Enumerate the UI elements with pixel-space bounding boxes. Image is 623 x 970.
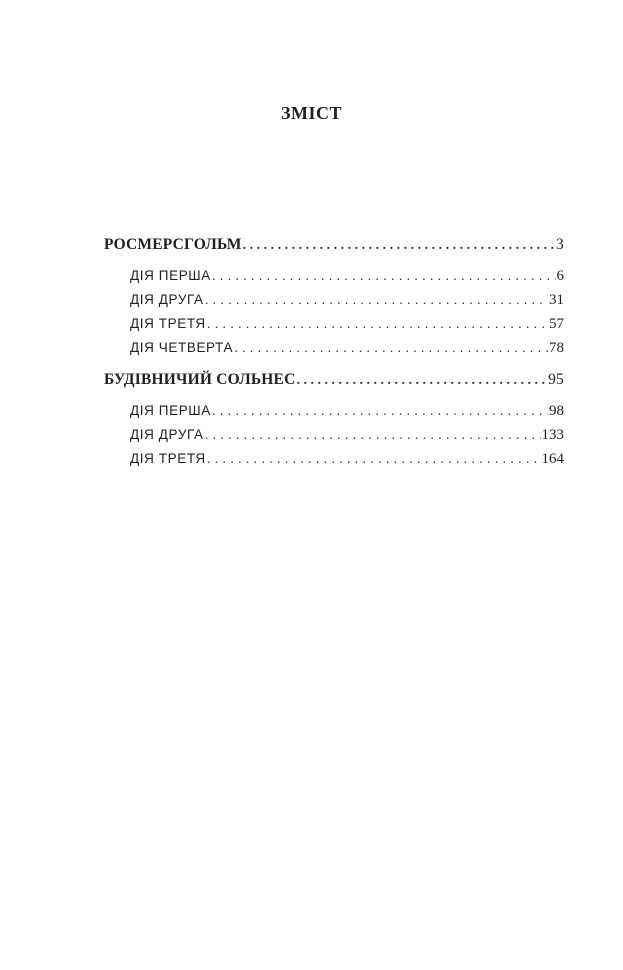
page-number: 6 bbox=[556, 268, 564, 284]
act-title: ДІЯ ТРЕТЯ bbox=[130, 451, 206, 466]
dot-leader bbox=[212, 263, 556, 287]
toc-entry-act[interactable] bbox=[104, 335, 564, 359]
page-number: 57 bbox=[549, 316, 564, 332]
toc-entry-act[interactable] bbox=[104, 422, 564, 446]
toc-entry-work[interactable] bbox=[104, 233, 564, 257]
dot-leader bbox=[207, 311, 548, 335]
dot-leader bbox=[205, 287, 548, 311]
table-of-contents bbox=[104, 233, 564, 470]
dot-leader bbox=[207, 446, 541, 470]
toc-entry-act[interactable] bbox=[104, 287, 564, 311]
act-title: ДІЯ ЧЕТВЕРТА bbox=[130, 340, 234, 355]
toc-entry-work[interactable] bbox=[104, 368, 564, 392]
act-title: ДІЯ ДРУГА bbox=[130, 427, 204, 442]
page-number: 133 bbox=[541, 427, 564, 443]
page-title: ЗМІСТ bbox=[281, 103, 342, 123]
page-number: 3 bbox=[556, 236, 564, 253]
toc-entry-act[interactable] bbox=[104, 446, 564, 470]
act-title: ДІЯ ТРЕТЯ bbox=[130, 316, 206, 331]
toc-entry-act[interactable] bbox=[104, 263, 564, 287]
work-title: РОСМЕРСГОЛЬМ bbox=[104, 236, 242, 253]
page-number: 31 bbox=[549, 292, 564, 308]
dot-leader bbox=[234, 335, 548, 359]
page-number: 95 bbox=[548, 371, 564, 388]
toc-entry-act[interactable] bbox=[104, 398, 564, 422]
act-title: ДІЯ ДРУГА bbox=[130, 292, 204, 307]
act-title: ДІЯ ПЕРША bbox=[130, 268, 211, 283]
toc-entry-act[interactable] bbox=[104, 311, 564, 335]
page-number: 164 bbox=[541, 451, 564, 467]
act-title: ДІЯ ПЕРША bbox=[130, 403, 211, 418]
work-title: БУДІВНИЧИЙ СОЛЬНЕС bbox=[104, 371, 296, 388]
page-number: 78 bbox=[549, 340, 564, 356]
dot-leader bbox=[212, 398, 548, 422]
page-number: 98 bbox=[549, 403, 564, 419]
dot-leader bbox=[243, 234, 555, 258]
dot-leader bbox=[205, 422, 541, 446]
dot-leader bbox=[297, 369, 548, 393]
